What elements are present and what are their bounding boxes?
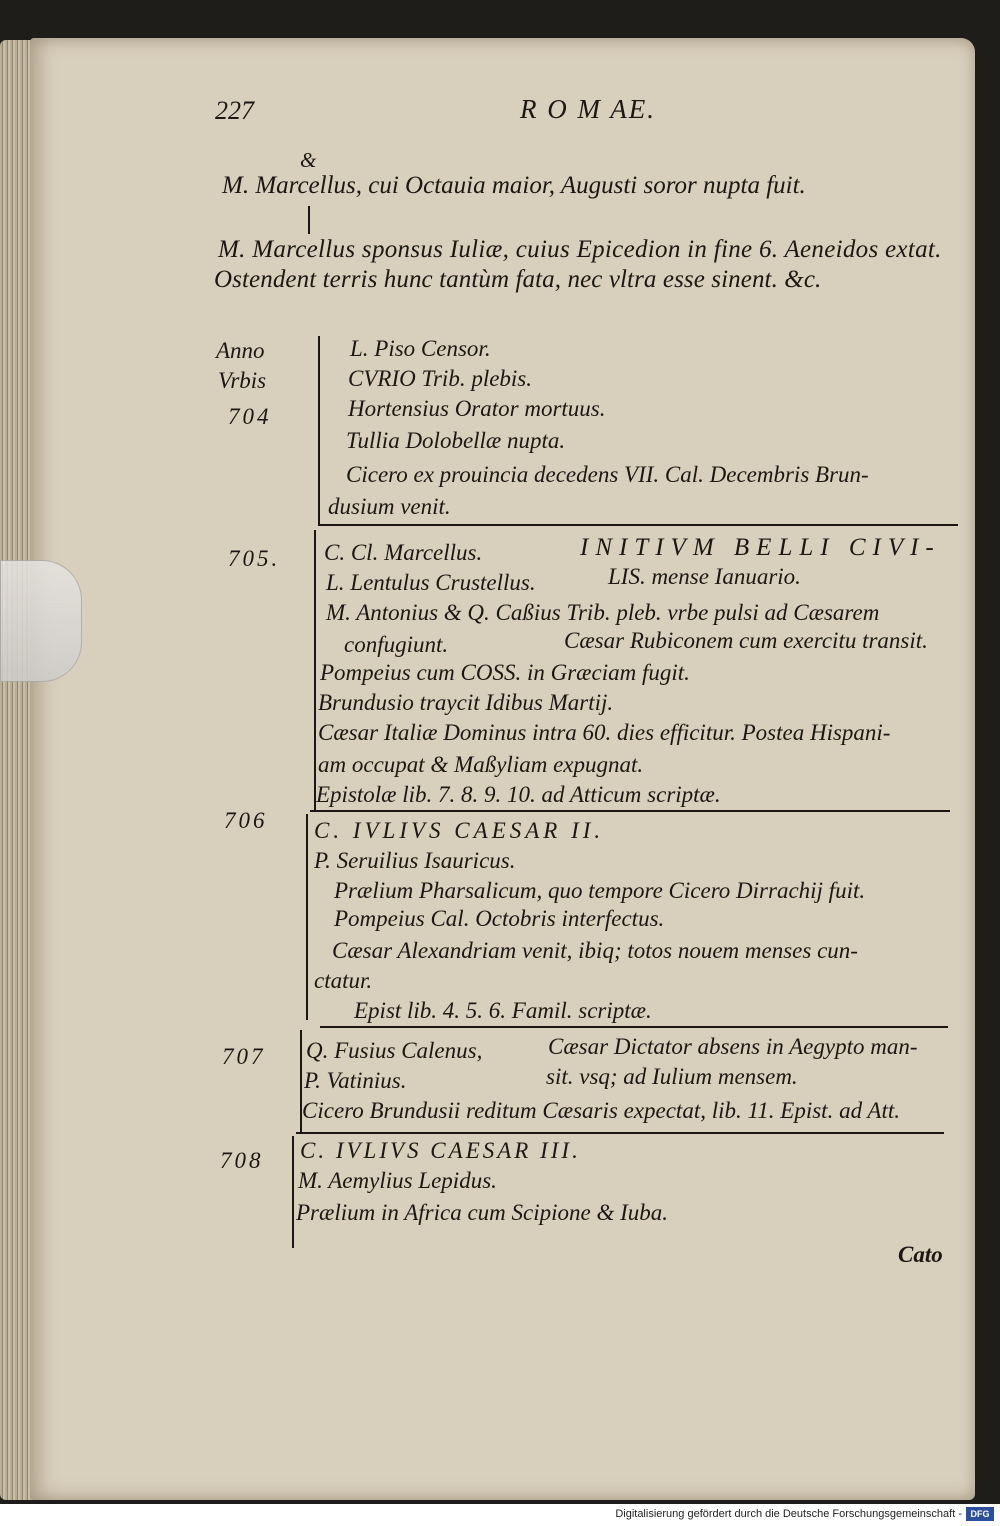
vrbis-label: Vrbis (218, 368, 267, 393)
entry-705-line-8: am occupat & Maßyliam expugnat. (318, 752, 644, 777)
divider-704 (318, 524, 958, 526)
genealogy-connector (308, 206, 310, 234)
entry-707-line-2a: P. Vatinius. (304, 1068, 407, 1093)
dfg-logo: DFG (966, 1507, 994, 1521)
entry-706-line-3: Prælium Pharsalicum, quo tempore Cicero Dirrachij fuit. (334, 878, 866, 903)
entry-708-line-1: C. IVLIVS CAESAR III. (300, 1138, 581, 1163)
anno-label: Anno (216, 338, 265, 363)
entry-705-line-6: Brundusio traycit Idibus Martij. (318, 690, 614, 715)
entry-705-line-4a: confugiunt. (344, 632, 449, 657)
genealogy-line-1: M. Marcellus, cui Octauia maior, Augusti soror nupta fuit. (222, 172, 806, 199)
entry-705-line-9: Epistolæ lib. 7. 8. 9. 10. ad Atticum scriptæ. (316, 782, 721, 807)
entry-705-line-5: Pompeius cum COSS. in Græciam fugit. (320, 660, 690, 685)
year-704: 704 (228, 404, 272, 429)
page-clip (0, 560, 82, 682)
entry-707-line-1b: Cæsar Dictator absens in Aegypto man- (548, 1034, 918, 1059)
entry-705-heading-2: LIS. mense Ianuario. (608, 564, 801, 589)
entry-705-heading-1: INITIVM BELLI CIVI- (580, 534, 941, 561)
entry-707-line-1a: Q. Fusius Calenus, (306, 1038, 483, 1063)
entry-706-line-2: P. Seruilius Isauricus. (314, 848, 516, 873)
year-706: 706 (224, 808, 268, 833)
entry-705-consul-1: C. Cl. Marcellus. (324, 540, 483, 565)
entry-704-line-3: Hortensius Orator mortuus. (348, 396, 606, 421)
entry-705-consul-2: L. Lentulus Crustellus. (326, 570, 536, 595)
entry-706-line-5: Cæsar Alexandriam venit, ibiq; totos nouem menses cun- (332, 938, 858, 963)
divider-707 (296, 1132, 944, 1134)
catchword: Cato (898, 1242, 943, 1267)
genealogy-line-3: Ostendent terris hunc tantùm fata, nec vltra esse sinent. &c. (214, 266, 822, 293)
entry-704-line-5: Cicero ex prouincia decedens VII. Cal. Decembris Brun- (346, 462, 869, 487)
digitization-footer (0, 1504, 1000, 1526)
divider-706 (320, 1026, 948, 1028)
year-707: 707 (222, 1044, 266, 1069)
genealogy-line-2: M. Marcellus sponsus Iuliæ, cuius Epicedion in fine 6. Aeneidos extat. (218, 236, 942, 263)
entry-708-line-2: M. Aemylius Lepidus. (298, 1168, 497, 1193)
genealogy-symbol: & (300, 148, 317, 172)
entry-706-line-7: Epist lib. 4. 5. 6. Famil. scriptæ. (354, 998, 652, 1023)
divider-705 (310, 810, 950, 812)
entry-706-line-1: C. IVLIVS CAESAR II. (314, 818, 605, 843)
column-rule-705 (314, 530, 316, 810)
entry-704-line-6: dusium venit. (328, 494, 451, 519)
entry-707-line-2b: sit. vsq; ad Iulium mensem. (546, 1064, 798, 1089)
footer-text: Digitalisierung gefördert durch die Deutsche Forschungsgemeinschaft - (615, 1508, 962, 1520)
column-rule-708 (292, 1136, 294, 1248)
entry-708-line-3: Prælium in Africa cum Scipione & Iuba. (296, 1200, 669, 1225)
entry-706-line-6: ctatur. (314, 968, 373, 993)
entry-707-line-3: Cicero Brundusii reditum Cæsaris expectat, lib. 11. Epist. ad Att. (302, 1098, 900, 1123)
entry-704-line-2: CVRIO Trib. plebis. (348, 366, 533, 391)
running-title: R O M AE. (520, 94, 656, 124)
column-rule-704 (318, 336, 320, 526)
year-705: 705. (228, 546, 281, 571)
entry-704-line-4: Tullia Dolobellæ nupta. (346, 428, 566, 453)
entry-705-line-4b: Cæsar Rubiconem cum exercitu transit. (564, 628, 928, 653)
year-708: 708 (220, 1148, 264, 1173)
column-rule-706 (306, 814, 308, 1020)
entry-704-line-1: L. Piso Censor. (350, 336, 491, 361)
page-number: 227 (215, 96, 254, 125)
entry-705-line-7: Cæsar Italiæ Dominus intra 60. dies efficitur. Postea Hispani- (318, 720, 891, 745)
entry-705-line-3: M. Antonius & Q. Caßius Trib. pleb. vrbe pulsi ad Cæsarem (326, 600, 880, 625)
entry-706-line-4: Pompeius Cal. Octobris interfectus. (334, 906, 665, 931)
